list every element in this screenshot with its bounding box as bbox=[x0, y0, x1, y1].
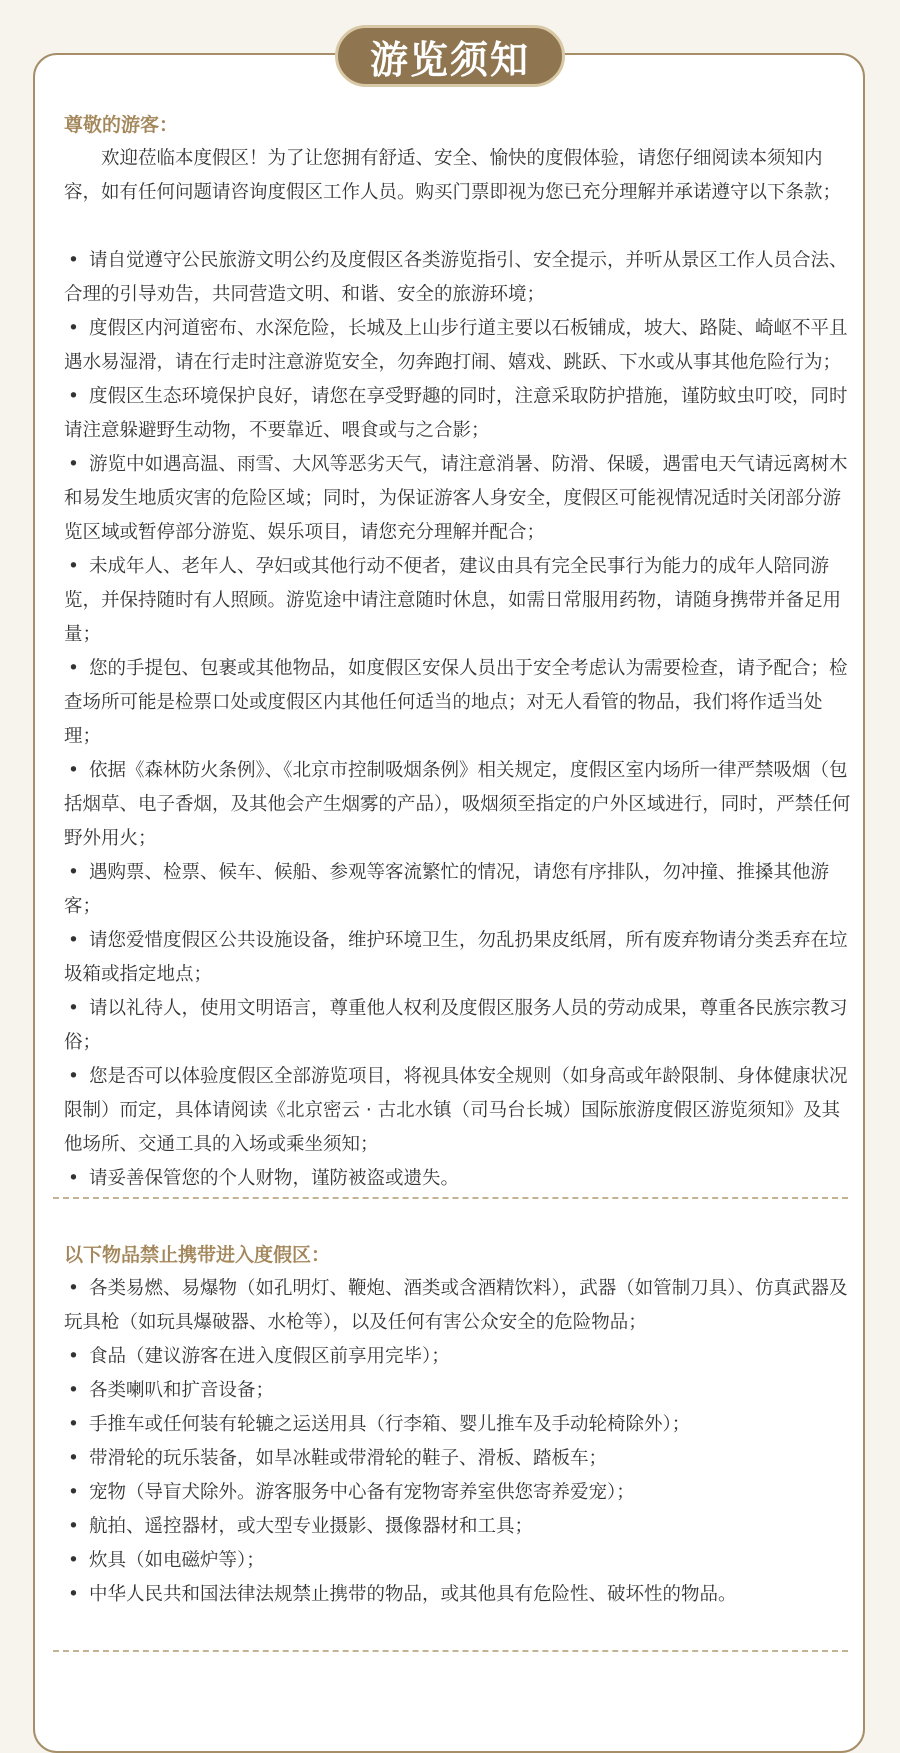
prohibited-item-text: 各类喇叭和扩音设备； bbox=[89, 1380, 275, 1401]
bullet-icon: • bbox=[68, 250, 79, 271]
bullet-icon: • bbox=[68, 1516, 79, 1537]
bullet-icon: • bbox=[68, 1448, 79, 1469]
rule-item bbox=[64, 652, 854, 754]
rule-item bbox=[64, 448, 854, 550]
bullet-icon: • bbox=[68, 1168, 79, 1189]
rule-item bbox=[64, 380, 854, 448]
prohibited-item bbox=[64, 1476, 854, 1510]
rule-item bbox=[64, 992, 854, 1060]
bullet-icon: • bbox=[68, 1584, 79, 1605]
bullet-icon: • bbox=[68, 1550, 79, 1571]
rules-list bbox=[64, 244, 854, 1196]
prohibited-item bbox=[64, 1340, 854, 1374]
bullet-icon: • bbox=[68, 862, 79, 883]
rule-item-text: 请您爱惜度假区公共设施设备，维护环境卫生，勿乱扔果皮纸屑，所有废弃物请分类丢弃在垃圾箱或指定地点； bbox=[64, 930, 848, 985]
bullet-icon: • bbox=[68, 1066, 79, 1087]
bullet-icon: • bbox=[68, 386, 79, 407]
prohibited-heading: 以下物品禁止携带进入度假区： bbox=[64, 1244, 331, 1266]
greeting-heading: 尊敬的游客： bbox=[64, 114, 179, 136]
rule-item-text: 度假区内河道密布、水深危险，长城及上山步行道主要以石板铺成，坡大、路陡、崎岖不平且遇水易湿滑，请在行走时注意游览安全，勿奔跑打闹、嬉戏、跳跃、下水或从事其他危险行为； bbox=[64, 318, 848, 373]
prohibited-item-text: 手推车或任何装有轮辘之运送用具（行李箱、婴儿推车及手动轮椅除外）； bbox=[89, 1414, 691, 1435]
bullet-icon: • bbox=[68, 1482, 79, 1503]
rule-item-text: 遇购票、检票、候车、候船、参观等客流繁忙的情况，请您有序排队，勿冲撞、推搡其他游客； bbox=[64, 862, 830, 917]
rule-item bbox=[64, 312, 854, 380]
prohibited-list bbox=[64, 1272, 854, 1612]
bullet-icon: • bbox=[68, 1380, 79, 1401]
prohibited-item bbox=[64, 1272, 854, 1340]
rule-item-text: 未成年人、老年人、孕妇或其他行动不便者，建议由具有完全民事行为能力的成年人陪同游览，并保持随时有人照顾。游览途中请注意随时休息，如需日常服用药物，请随身携带并备足用量； bbox=[64, 556, 842, 645]
rule-item-text: 游览中如遇高温、雨雪、大风等恶劣天气，请注意消暑、防滑、保暖，遇雷电天气请远离树木和易发生地质灾害的危险区域；同时，为保证游客人身安全，度假区可能视情况适时关闭部分游览区域或暂停部分游览、娱乐项目，请您充分理解并配合； bbox=[64, 454, 848, 543]
rule-item bbox=[64, 550, 854, 652]
prohibited-item-text: 食品（建议游客在进入度假区前享用完毕）； bbox=[89, 1346, 450, 1367]
prohibited-item-text: 航拍、遥控器材，或大型专业摄影、摄像器材和工具； bbox=[89, 1516, 534, 1537]
bullet-icon: • bbox=[68, 1346, 79, 1367]
rule-item-text: 请自觉遵守公民旅游文明公约及度假区各类游览指引、安全提示，并听从景区工作人员合法、合理的引导劝告，共同营造文明、和谐、安全的旅游环境； bbox=[64, 250, 848, 305]
bullet-icon: • bbox=[68, 1414, 79, 1435]
prohibited-item-text: 各类易燃、易爆物（如孔明灯、鞭炮、酒类或含酒精饮料），武器（如管制刀具）、仿真武器及玩具枪（如玩具爆破器、水枪等），以及任何有害公众安全的危险物品； bbox=[64, 1278, 848, 1333]
rule-item bbox=[64, 924, 854, 992]
rule-item bbox=[64, 754, 854, 856]
prohibited-item-text: 中华人民共和国法律法规禁止携带的物品，或其他具有危险性、破坏性的物品。 bbox=[89, 1584, 737, 1605]
dashed-divider bbox=[53, 1197, 848, 1199]
bullet-icon: • bbox=[68, 318, 79, 339]
rule-item bbox=[64, 244, 854, 312]
prohibited-item-text: 宠物（导盲犬除外。游客服务中心备有宠物寄养室供您寄养爱宠）； bbox=[89, 1482, 635, 1503]
bullet-icon: • bbox=[68, 930, 79, 951]
bullet-icon: • bbox=[68, 658, 79, 679]
prohibited-item bbox=[64, 1578, 854, 1612]
prohibited-item bbox=[64, 1374, 854, 1408]
bullet-icon: • bbox=[68, 556, 79, 577]
prohibited-item bbox=[64, 1510, 854, 1544]
rule-item-text: 依据《森林防火条例》、《北京市控制吸烟条例》相关规定，度假区室内场所一律严禁吸烟（包括烟草、电子香烟，及其他会产生烟雾的产品），吸烟须至指定的户外区域进行，同时，严禁任何野外用火； bbox=[64, 760, 851, 849]
rule-item-text: 请以礼待人，使用文明语言，尊重他人权利及度假区服务人员的劳动成果，尊重各民族宗教习俗； bbox=[64, 998, 848, 1053]
prohibited-item bbox=[64, 1442, 854, 1476]
prohibited-item bbox=[64, 1544, 854, 1578]
prohibited-item-text: 带滑轮的玩乐装备，如旱冰鞋或带滑轮的鞋子、滑板、踏板车； bbox=[89, 1448, 608, 1469]
prohibited-item-text: 炊具（如电磁炉等）； bbox=[89, 1550, 265, 1571]
bullet-icon: • bbox=[68, 998, 79, 1019]
rule-item-text: 您的手提包、包裹或其他物品，如度假区安保人员出于安全考虑认为需要检查，请予配合；检查场所可能是检票口处或度假区内其他任何适当的地点；对无人看管的物品，我们将作适当处理； bbox=[64, 658, 848, 747]
rule-item-text: 请妥善保管您的个人财物，谨防被盗或遗失。 bbox=[89, 1168, 460, 1189]
rule-item bbox=[64, 1060, 854, 1162]
bullet-icon: • bbox=[68, 1278, 79, 1299]
rule-item-text: 度假区生态环境保护良好，请您在享受野趣的同时，注意采取防护措施，谨防蚊虫叮咬，同时请注意躲避野生动物，不要靠近、喂食或与之合影； bbox=[64, 386, 848, 441]
spacer bbox=[64, 210, 854, 244]
notice-content bbox=[64, 108, 854, 1196]
rule-item-text: 您是否可以体验度假区全部游览项目，将视具体安全规则（如身高或年龄限制、身体健康状况限制）而定，具体请阅读《北京密云 · 古北水镇（司马台长城）国际旅游度假区游览须知》及其他场所、交通工具的入场或乘坐须知； bbox=[64, 1066, 848, 1155]
rule-item bbox=[64, 856, 854, 924]
prohibited-item bbox=[64, 1408, 854, 1442]
rule-item bbox=[64, 1162, 854, 1196]
intro-paragraph: 欢迎莅临本度假区！为了让您拥有舒适、安全、愉快的度假体验，请您仔细阅读本须知内容，如有任何问题请咨询度假区工作人员。购买门票即视为您已充分理解并承诺遵守以下条款； bbox=[64, 148, 842, 203]
page-title: 游览须知 bbox=[335, 25, 565, 87]
bullet-icon: • bbox=[68, 760, 79, 781]
prohibited-section bbox=[64, 1238, 854, 1612]
bullet-icon: • bbox=[68, 454, 79, 475]
dashed-divider-bottom bbox=[53, 1650, 848, 1652]
